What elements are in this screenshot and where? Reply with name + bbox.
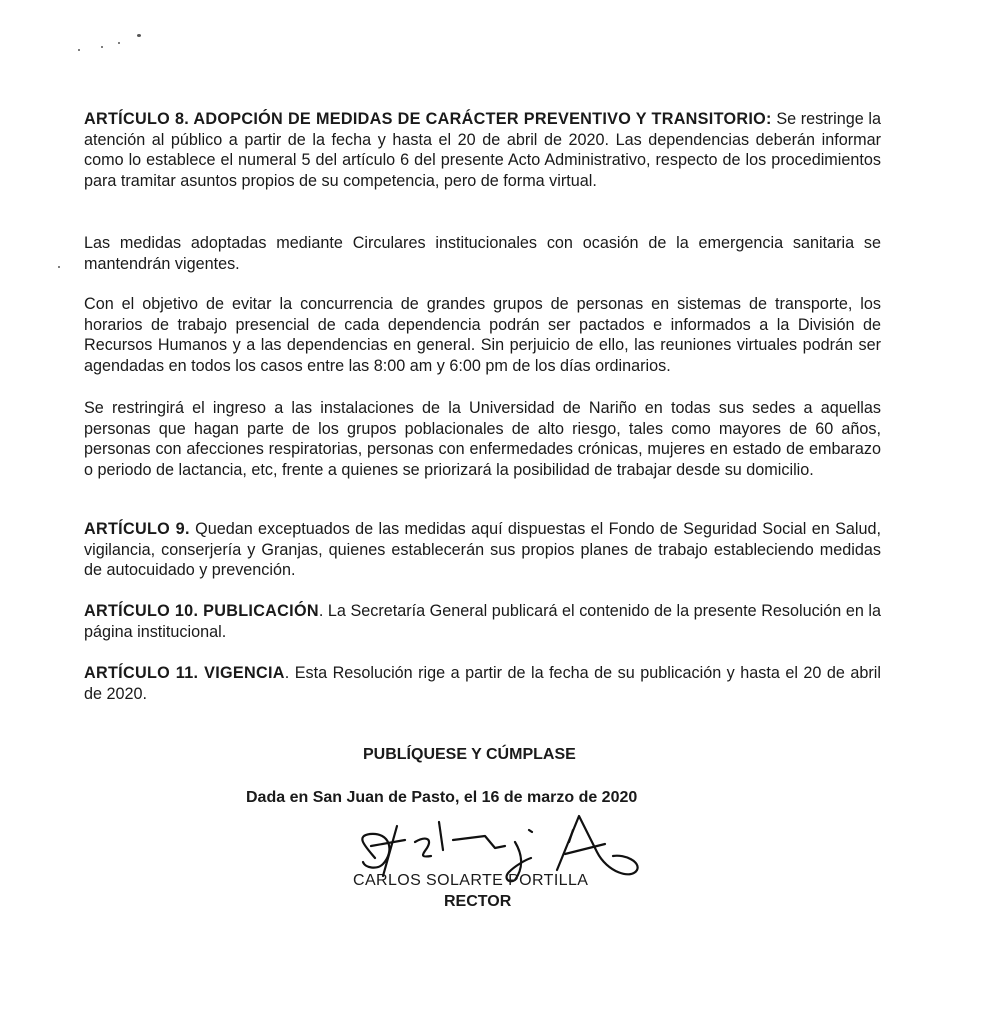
scan-speck <box>101 46 103 48</box>
article-9-paragraph <box>84 519 881 581</box>
scan-speck <box>137 34 141 37</box>
signer-name: CARLOS SOLARTE PORTILLA <box>353 872 589 889</box>
scan-speck <box>58 266 60 268</box>
article-8-heading: ARTÍCULO 8. ADOPCIÓN DE MEDIDAS DE CARÁCTER PREVENTIVO Y TRANSITORIO: <box>84 110 772 128</box>
signer-title: RECTOR <box>444 893 512 910</box>
article-11-text: . Esta Resolución rige a partir de la fecha de su publicación y hasta el 20 de abril de 2020. <box>84 664 881 703</box>
article-9-text: Quedan exceptuados de las medidas aquí dispuestas el Fondo de Seguridad Social en Salud, vigilancia, conserjería y Granjas, quienes establecerán sus propios planes de trabajo estableciendo medidas de autocuidado y prevención. <box>84 520 881 580</box>
article-10-text: . La Secretaría General publicará el contenido de la presente Resolución en la página institucional. <box>84 602 881 641</box>
article-10-paragraph <box>84 601 881 642</box>
scan-speck <box>78 49 80 51</box>
scan-speck <box>118 42 120 44</box>
closing-formula: PUBLÍQUESE Y CÚMPLASE <box>363 746 576 763</box>
article-11-heading: ARTÍCULO 11. VIGENCIA <box>84 664 285 682</box>
article-8-text: Se restringe la atención al público a partir de la fecha y hasta el 20 de abril de 2020. Las dependencias deberán informar como lo establece el numeral 5 del artículo 6 del presente Acto Administrativo, respecto de los procedimientos para tramitar asuntos propios de su competencia, pero de forma virtual. <box>84 110 881 190</box>
high-risk-groups-paragraph: Se restringirá el ingreso a las instalaciones de la Universidad de Nariño en todas sus sedes a aquellas personas que hagan parte de los grupos poblacionales de alto riesgo, tales como mayores de 60 años, personas con afecciones respiratorias, personas con enfermedades crónicas, mujeres en estado de embarazo o periodo de lactancia, etc, frente a quienes se priorizará la posibilidad de trabajar desde su domicilio. <box>84 399 881 479</box>
sanitary-circulars-paragraph: Las medidas adoptadas mediante Circulares institucionales con ocasión de la emergencia sanitaria se mantendrán vigentes. <box>84 234 881 273</box>
date-place: Dada en San Juan de Pasto, el 16 de marzo de 2020 <box>246 789 638 806</box>
work-schedule-paragraph: Con el objetivo de evitar la concurrencia de grandes grupos de personas en sistemas de transporte, los horarios de trabajo presencial de cada dependencia podrán ser pactados e informados a la División de Recursos Humanos y a las dependencias en general. Sin perjuicio de ello, las reuniones virtuales podrán ser agendadas en todos los casos entre las 8:00 am y 6:00 pm de los días ordinarios. <box>84 295 881 375</box>
article-9-heading: ARTÍCULO 9. <box>84 520 190 538</box>
article-10-heading: ARTÍCULO 10. PUBLICACIÓN <box>84 602 319 620</box>
article-11-paragraph <box>84 663 881 704</box>
article-8-paragraph <box>84 109 881 191</box>
